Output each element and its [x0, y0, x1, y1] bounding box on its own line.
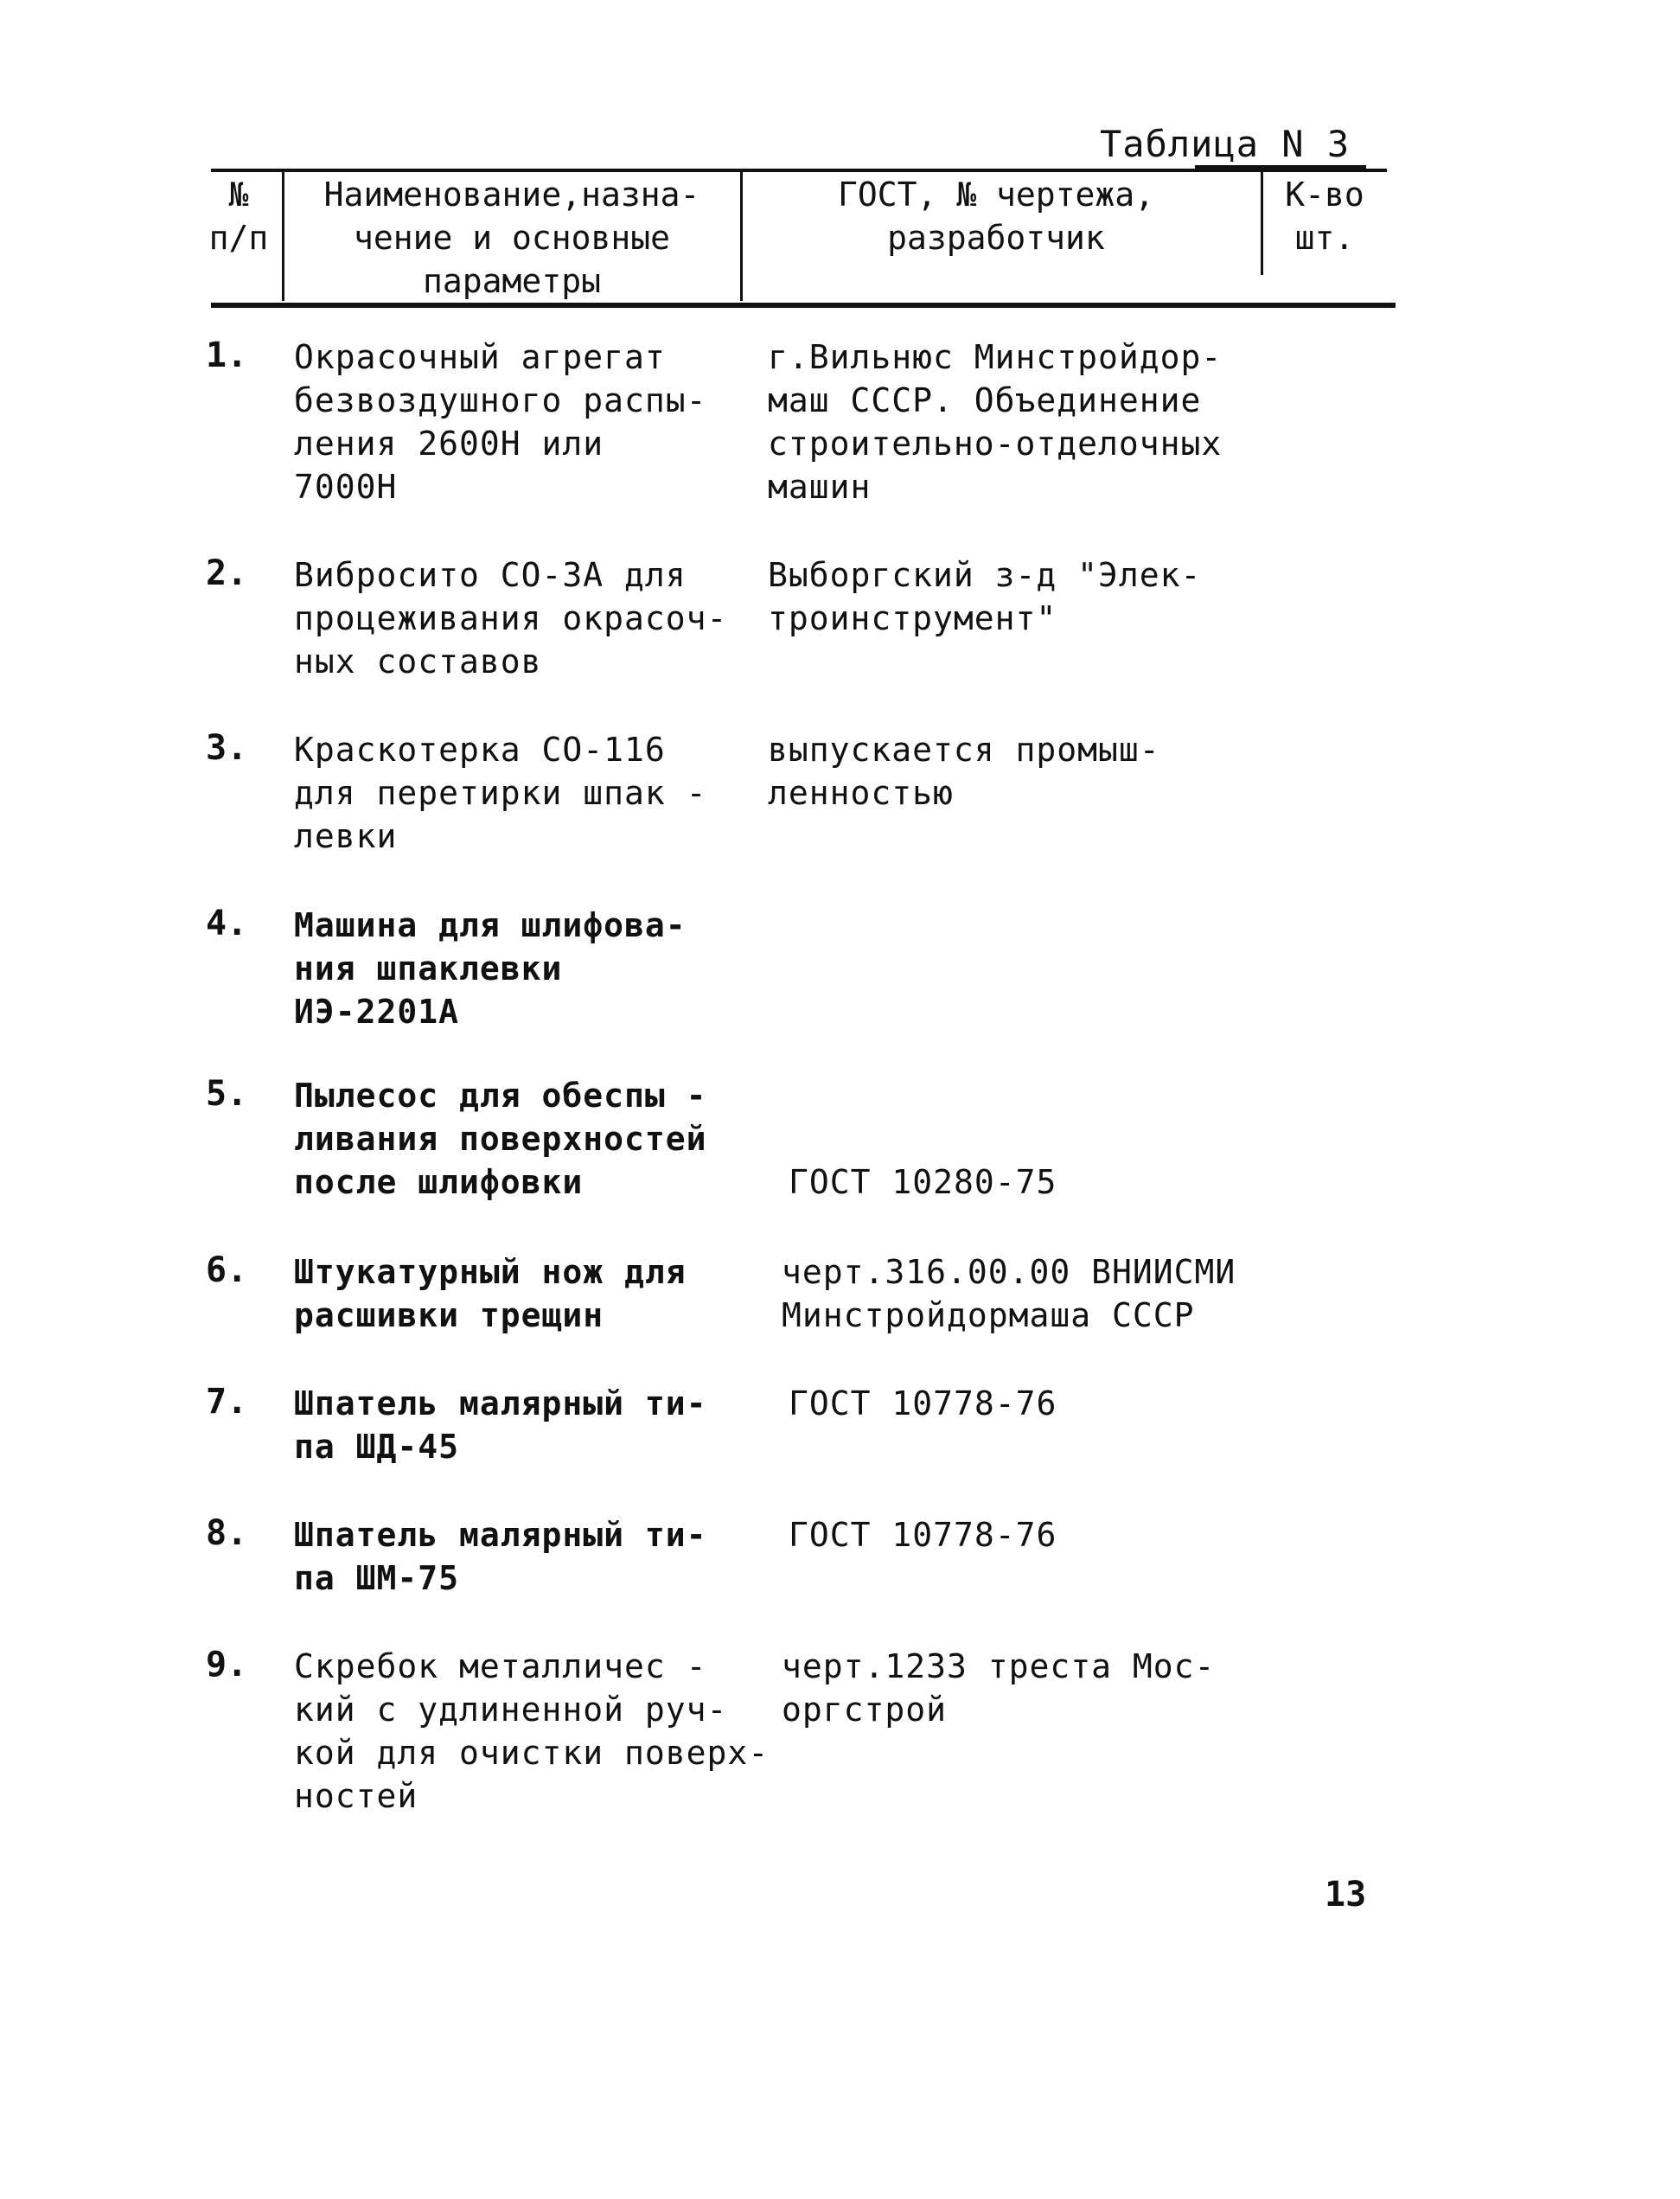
row-gost: ГОСТ 10778-76	[789, 1516, 1057, 1554]
row-number: 8.	[206, 1513, 248, 1553]
header-top-rule	[211, 169, 1387, 172]
row-name: Машина для шлифова- ния шпаклевки ИЭ-2201А	[294, 906, 687, 1031]
row-number: 6.	[206, 1250, 248, 1290]
header-gost: ГОСТ, № чертежа, разработчик	[837, 176, 1155, 257]
row-number: 7.	[206, 1382, 248, 1422]
row-gost: выпускается промыш- ленностью	[768, 731, 1160, 812]
row-name: Окрасочный агрегат безвоздушного распы- ления 2600Н или 7000Н	[294, 338, 707, 506]
row-name: Штукатурный нож для расшивки трещин	[294, 1253, 687, 1334]
row-name: Пылесос для обеспы - ливания поверхностей после шлифовки	[294, 1077, 707, 1201]
row-name: Шпатель малярный ти- па ШМ-75	[294, 1516, 707, 1597]
header-separator	[282, 171, 284, 301]
row-gost: черт.316.00.00 ВНИИСМИ Минстройдормаша СССР	[782, 1253, 1236, 1334]
row-gost: ГОСТ 10778-76	[789, 1384, 1057, 1422]
row-number: 9.	[206, 1645, 248, 1684]
row-gost: Выборгский з-д "Элек- троинструмент"	[768, 556, 1202, 637]
row-name: Шпатель малярный ти- па ШД-45	[294, 1384, 707, 1466]
row-number: 2.	[206, 553, 248, 593]
table-title: Таблица N 3	[1100, 123, 1351, 165]
row-number: 4.	[206, 904, 248, 943]
row-name: Краскотерка СО-116 для перетирки шпак - левки	[294, 731, 707, 855]
header-separator	[1261, 171, 1263, 275]
row-name: Вибросито СО-3А для процеживания окрасоч- ных составов	[294, 556, 728, 681]
header-number: № п/п	[208, 176, 269, 257]
row-number: 3.	[206, 728, 248, 768]
header-separator	[740, 171, 743, 301]
row-gost: ГОСТ 10280-75	[789, 1163, 1057, 1201]
row-name: Скребок металличес - кий с удлиненной руч- кой для очистки поверх- ностей	[294, 1647, 770, 1815]
row-number: 5.	[206, 1074, 248, 1114]
header-bottom-rule	[211, 303, 1396, 308]
header-name: Наименование,назна- чение и основные параметры	[323, 176, 700, 300]
row-gost: черт.1233 треста Мос- оргстрой	[782, 1647, 1216, 1729]
row-gost: г.Вильнюс Минстройдор- маш СССР. Объединение строительно-отделочных машин	[768, 338, 1223, 506]
header-quantity: К-во шт.	[1285, 176, 1364, 257]
page-number: 13	[1325, 1875, 1367, 1915]
row-number: 1.	[206, 336, 248, 375]
